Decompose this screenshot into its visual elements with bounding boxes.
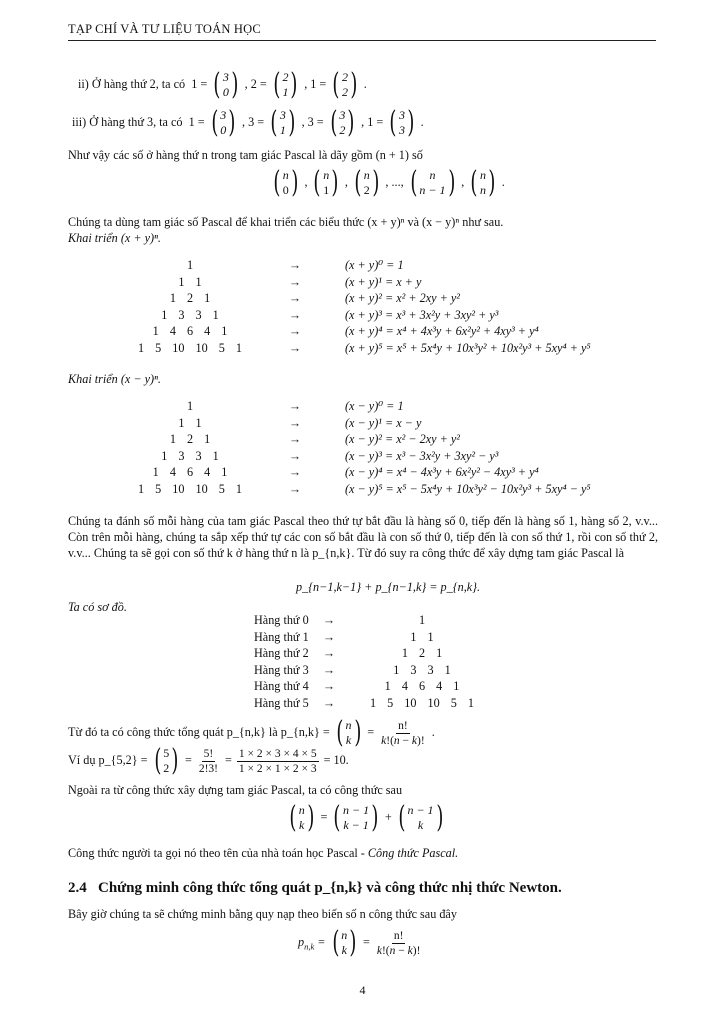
general-formula-prefix: Từ đó ta có công thức tổng quát p_{n,k} là p_{n,k} = [68,725,330,740]
scheme-row-label: Hàng thứ 3 [254,662,309,677]
pascal-row-values: 1 4 6 4 1 [152,465,228,480]
expansion-minus-row [125,464,591,481]
arrow-icon: → [288,448,302,463]
expansion-equation: (x + y)⁰ = 1 [345,258,404,272]
scheme-row [254,629,502,646]
scheme-row [254,678,502,695]
arrow-icon: → [288,340,302,355]
section-title: Chứng minh công thức tổng quát p_{n,k} và công thức nhị thức Newton. [98,880,562,896]
general-formula: Từ đó ta có công thức tổng quát p_{n,k} là p_{n,k} = ( n k ) = $\frac{n!}{k!(n - k)!}$ . [68,715,435,750]
expansion-plus-row [125,307,591,324]
item-ii-label: ii) Ở hàng thứ 2, ta có [78,77,186,92]
expansion-equation: (x − y)⁰ = 1 [345,399,404,413]
expansion-equation: (x + y)³ = x³ + 3x²y + 3xy² + y³ [345,307,499,322]
arrow-icon: → [322,629,336,644]
scheme-table [254,612,502,712]
example-result: = 10. [323,753,349,768]
section-number: 2.4 [68,880,87,896]
pascal-name-italic: Công thức Pascal. [367,846,459,860]
header-rule [68,40,656,41]
scheme-row [254,645,502,662]
expansion-plus-row [125,290,591,307]
numbering-paragraph: Chúng ta đánh số mỗi hàng của tam giác Pascal theo thứ tự bắt đầu là hàng số 0, tiếp đến là hàng số 1, hàng số 2, v.v... Còn trên mỗi hàng, chúng ta sắp xếp thứ tự các con số bắt đầu là con số thứ 0, tiếp đến là con số thứ 1, rồi con số thứ 2, v.v... Chúng ta sẽ gọi con số thứ k ở hàng thứ n là p_{n,k}. Từ đó suy ra công thức để xây dựng tam giác Pascal là [68,514,658,560]
arrow-icon: → [288,432,302,447]
journal-header: TẠP CHÍ VÀ TƯ LIỆU TOÁN HỌC [68,22,261,36]
scheme-row-values: 1 2 1 [401,646,443,661]
expansion-equation: (x − y)² = x² − 2xy + y² [345,432,460,447]
scheme-row [254,695,502,712]
expansion-plus-row [125,340,591,357]
example-prefix: Ví dụ p_{5,2} = [68,753,148,768]
binom-3-3: ( 3 3 ) [389,105,415,140]
pascal-row-values: 1 3 3 1 [161,307,219,322]
binom-3-1: ( 3 1 ) [270,105,296,140]
arrow-icon: → [288,307,302,322]
expansion-equation: (x − y)⁵ = x⁵ − 5x⁴y + 10x³y² − 10x²y³ + 5xy⁴ − y⁵ [345,481,591,496]
arrow-icon: → [288,415,302,430]
expansion-minus-row [125,481,591,498]
pascal-row-values: 1 2 1 [169,432,211,447]
scheme-row-label: Hàng thứ 2 [254,646,309,661]
expansion-plus-row [125,274,591,291]
pascal-intro: Ngoài ra từ công thức xây dựng tam giác Pascal, ta có công thức sau [68,783,403,797]
pascal-identity: ( n k ) = ( n − 1 k − 1 ) + ( n − 1 k ) [289,800,443,835]
pascal-row-values: 1 1 [178,415,202,430]
arrow-icon: → [288,274,302,289]
row-n-intro: Như vậy các số ở hàng thứ n trong tam giác Pascal là dãy gồm (n + 1) số [68,148,423,162]
scheme-row-label: Hàng thứ 4 [254,679,309,694]
expansion-minus-row [125,448,591,465]
scheme-row-label: Hàng thứ 1 [254,629,309,644]
scheme-row-values: 1 [418,613,426,627]
pascal-row-values: 1 3 3 1 [161,448,219,463]
item-iii-label: iii) Ở hàng thứ 3, ta có [72,115,183,130]
pascal-row-values: 1 5 10 10 5 1 [138,340,242,355]
arrow-icon: → [288,291,302,306]
induction-intro: Bây giờ chúng ta sẽ chứng minh bằng quy nạp theo biến số n công thức sau đây [68,907,457,921]
arrow-icon: → [322,679,336,694]
recurrence-formula: p_{n−1,k−1} + p_{n−1,k} = p_{n,k}. [296,580,481,594]
binom-2-1: ( 2 1 ) [273,67,298,102]
expansion-minus-row [125,415,591,432]
expand-minus-label: Khai triển (x − y)ⁿ. [68,372,161,386]
arrow-icon: → [288,324,302,339]
arrow-icon: → [322,613,336,627]
pascal-row-values: 1 2 1 [169,291,211,306]
expansion-equation: (x − y)⁴ = x⁴ − 4x³y + 6x²y² − 4xy³ + y⁴ [345,465,539,480]
induction-formula: $p_{n,k}$ = ( n k ) = $\frac{n!}{k!(n - k)!}$ [298,925,421,960]
arrow-icon: → [322,695,336,710]
binom-2-0: ( 3 0 ) [213,67,239,102]
expansion-minus-row [125,431,591,448]
pascal-row-values: 1 1 [178,274,202,289]
pascal-row-values: 1 [186,399,194,413]
expansion-equation: (x − y)¹ = x − y [345,415,422,430]
scheme-row-values: 1 5 10 10 5 1 [370,695,474,710]
pascal-row-values: 1 [186,258,194,272]
binom-2-2: ( 2 2 ) [332,67,358,102]
arrow-icon: → [288,258,302,272]
scheme-label: Ta có sơ đồ. [68,600,127,614]
expansion-minus-table [125,398,591,498]
scheme-row [254,662,502,679]
expansion-equation: (x + y)² = x² + 2xy + y² [345,291,460,306]
scheme-row-label: Hàng thứ 5 [254,695,309,710]
expansion-equation: (x + y)¹ = x + y [345,274,422,289]
scheme-row-values: 1 3 3 1 [393,662,451,677]
scheme-row-values: 1 1 [410,629,434,644]
pascal-row-values: 1 5 10 10 5 1 [138,481,242,496]
section-heading [68,879,562,898]
page-number: 4 [359,983,366,997]
binomial-row-n: ( n 0 ) , ( n 1 ) , ( n 2 ) , ..., ( n n − 1 ) , ( n n ) . [273,165,505,200]
item-ii: ii) Ở hàng thứ 2, ta có 1 = ( 3 0 ) , 2 = ( 2 1 ) , 1 = ( 2 2 ) . [78,67,367,102]
scheme-row-label: Hàng thứ 0 [254,613,309,627]
expansion-plus-row [125,257,591,274]
use-pascal-text: Chúng ta dùng tam giác số Pascal để khai triển các biểu thức (x + y)ⁿ và (x − y)ⁿ như sau. [68,215,504,229]
pascal-row-values: 1 4 6 4 1 [152,324,228,339]
binom-3-0: ( 3 0 ) [210,105,236,140]
expand-plus-label: Khai triển (x + y)ⁿ. [68,231,161,245]
scheme-row [254,612,502,629]
arrow-icon: → [322,662,336,677]
expansion-equation: (x + y)⁵ = x⁵ + 5x⁴y + 10x³y² + 10x²y³ + 5xy⁴ + y⁵ [345,340,591,355]
arrow-icon: → [288,465,302,480]
expansion-plus-table [125,257,591,357]
arrow-icon: → [288,481,302,496]
item-iii: iii) Ở hàng thứ 3, ta có 1 = ( 3 0 ) , 3 = ( 3 1 ) , 3 = ( 3 2 ) , 1 = ( 3 3 ) . [72,105,424,140]
expansion-equation: (x + y)⁴ = x⁴ + 4x³y + 6x²y² + 4xy³ + y⁴ [345,324,539,339]
arrow-icon: → [288,399,302,413]
scheme-row-values: 1 4 6 4 1 [384,679,460,694]
example-formula: Ví dụ p_{5,2} = ( 5 2 ) = $\frac{5!}{2!3!}$ = $\frac{1 \times 2 \times 3 \times 4 \times 5}{1 \times 2 \times 1 \times 2 \times 3}$ = 10. [68,743,349,778]
expansion-equation: (x − y)³ = x³ − 3x²y + 3xy² − y³ [345,448,499,463]
expansion-minus-row [125,398,591,415]
binom-3-2: ( 3 2 ) [330,105,355,140]
pascal-name-line [68,846,658,861]
expansion-plus-row [125,323,591,340]
arrow-icon: → [322,646,336,661]
pascal-name-text: Công thức người ta gọi nó theo tên của nhà toán học Pascal - [68,846,368,860]
